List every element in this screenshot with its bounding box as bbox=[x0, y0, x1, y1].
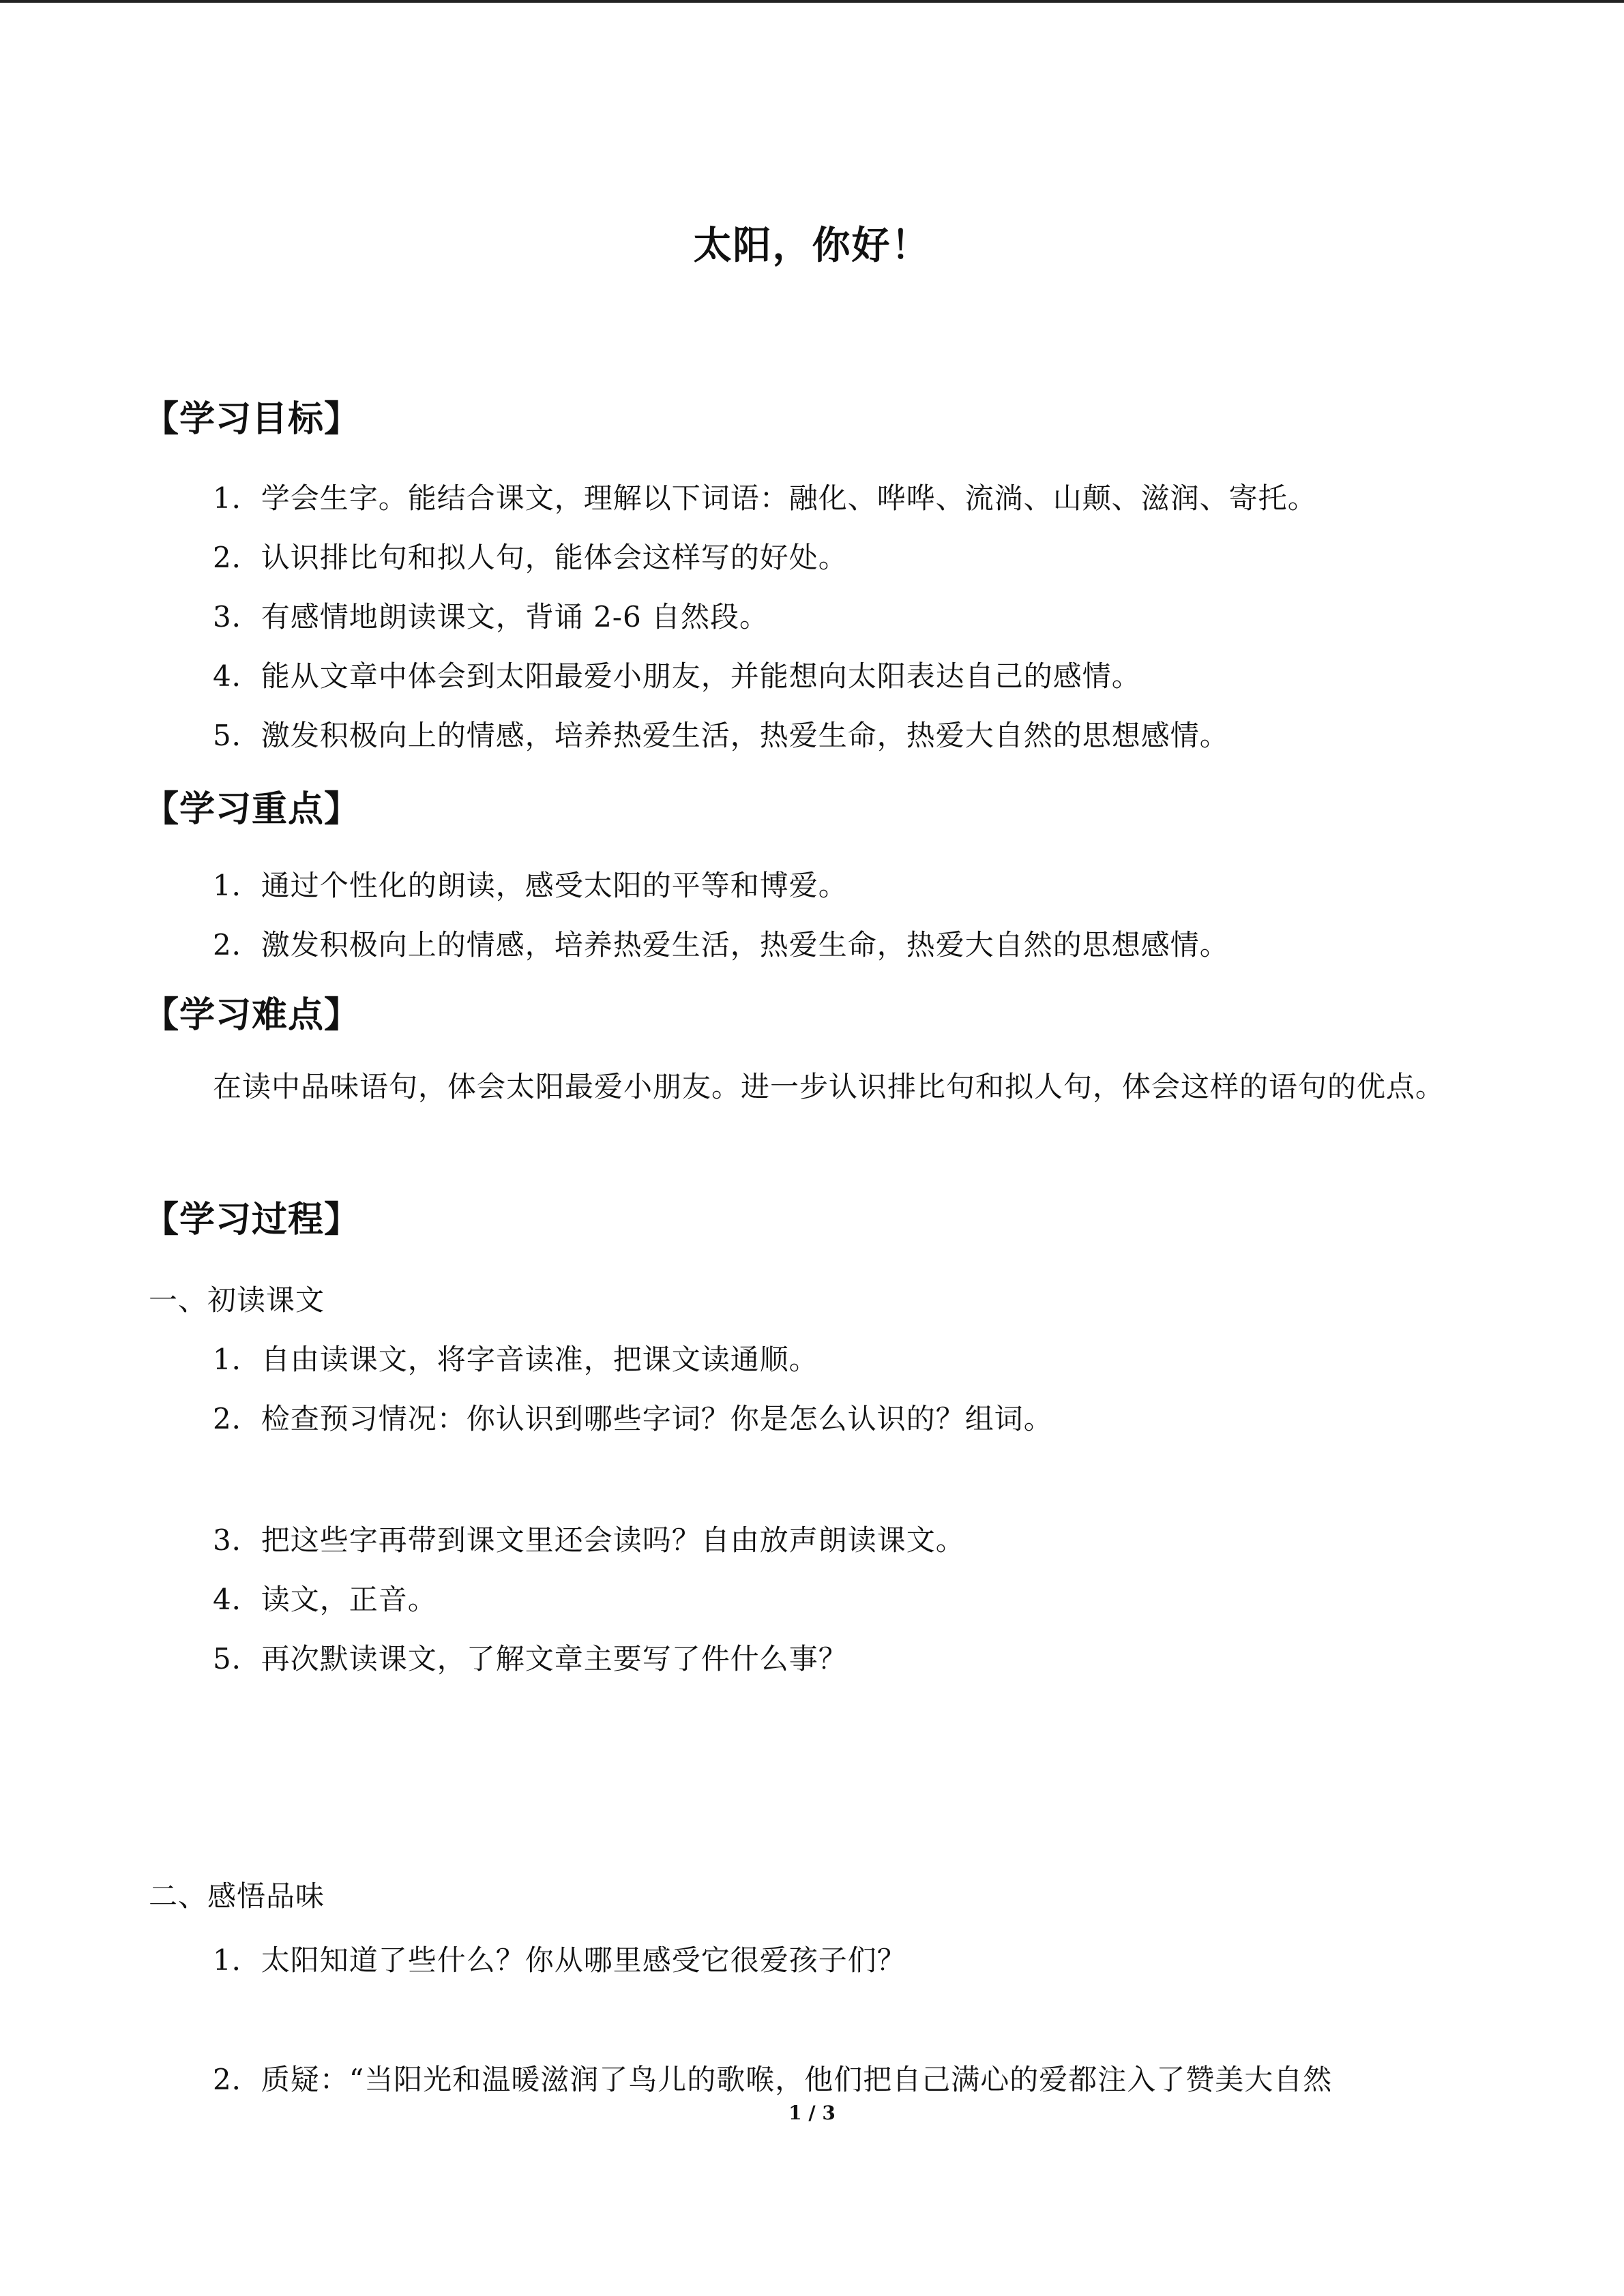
section-heading-key-points: 【学习重点】 bbox=[143, 789, 361, 830]
goal-item-4: 4．能从文章中体会到太阳最爱小朋友，并能想向太阳表达自己的感情。 bbox=[213, 659, 1141, 693]
key-point-item-1: 1．通过个性化的朗读，感受太阳的平等和博爱。 bbox=[213, 869, 848, 902]
process-part2-item-2: 2．质疑：“当阳光和温暖滋润了鸟儿的歌喉，他们把自己满心的爱都注入了赞美大自然 bbox=[213, 2063, 1333, 2096]
process-part2-item-1: 1．太阳知道了些什么？你从哪里感受它很爱孩子们？ bbox=[213, 1943, 906, 1977]
document-title: 太阳，你好！ bbox=[693, 224, 931, 268]
process-part1-item-3: 3．把这些字再带到课文里还会读吗？自由放声朗读课文。 bbox=[213, 1523, 965, 1557]
page-number: 1 / 3 bbox=[788, 2102, 836, 2124]
section-heading-process: 【学习过程】 bbox=[143, 1199, 361, 1240]
goal-item-1: 1．学会生字。能结合课文，理解以下词语：融化、哗哗、流淌、山颠、滋润、寄托。 bbox=[213, 481, 1317, 515]
process-part1-item-4: 4．读文，正音。 bbox=[213, 1583, 437, 1616]
difficulties-paragraph: 在读中品味语句，体会太阳最爱小朋友。进一步认识排比句和拟人句，体会这样的语句的优点。 bbox=[213, 1070, 1445, 1103]
goal-item-3: 3．有感情地朗读课文，背诵 2-6 自然段。 bbox=[213, 600, 769, 633]
section-heading-goals: 【学习目标】 bbox=[143, 399, 361, 440]
goal-item-2: 2．认识排比句和拟人句，能体会这样写的好处。 bbox=[213, 541, 848, 574]
goal-item-5: 5．激发积极向上的情感，培养热爱生活，热爱生命，热爱大自然的思想感情。 bbox=[213, 719, 1229, 752]
key-point-item-2: 2．激发积极向上的情感，培养热爱生活，热爱生命，热爱大自然的思想感情。 bbox=[213, 928, 1229, 961]
process-part2-title: 二、感悟品味 bbox=[149, 1879, 325, 1913]
process-part1-item-2: 2．检查预习情况：你认识到哪些字词？你是怎么认识的？组词。 bbox=[213, 1402, 1053, 1435]
process-part1-title: 一、初读课文 bbox=[149, 1283, 325, 1317]
section-heading-difficulties: 【学习难点】 bbox=[143, 995, 361, 1036]
process-part1-item-5: 5．再次默读课文，了解文章主要写了件什么事？ bbox=[213, 1642, 848, 1675]
process-part1-item-1: 1．自由读课文，将字音读准，把课文读通顺。 bbox=[213, 1343, 818, 1376]
